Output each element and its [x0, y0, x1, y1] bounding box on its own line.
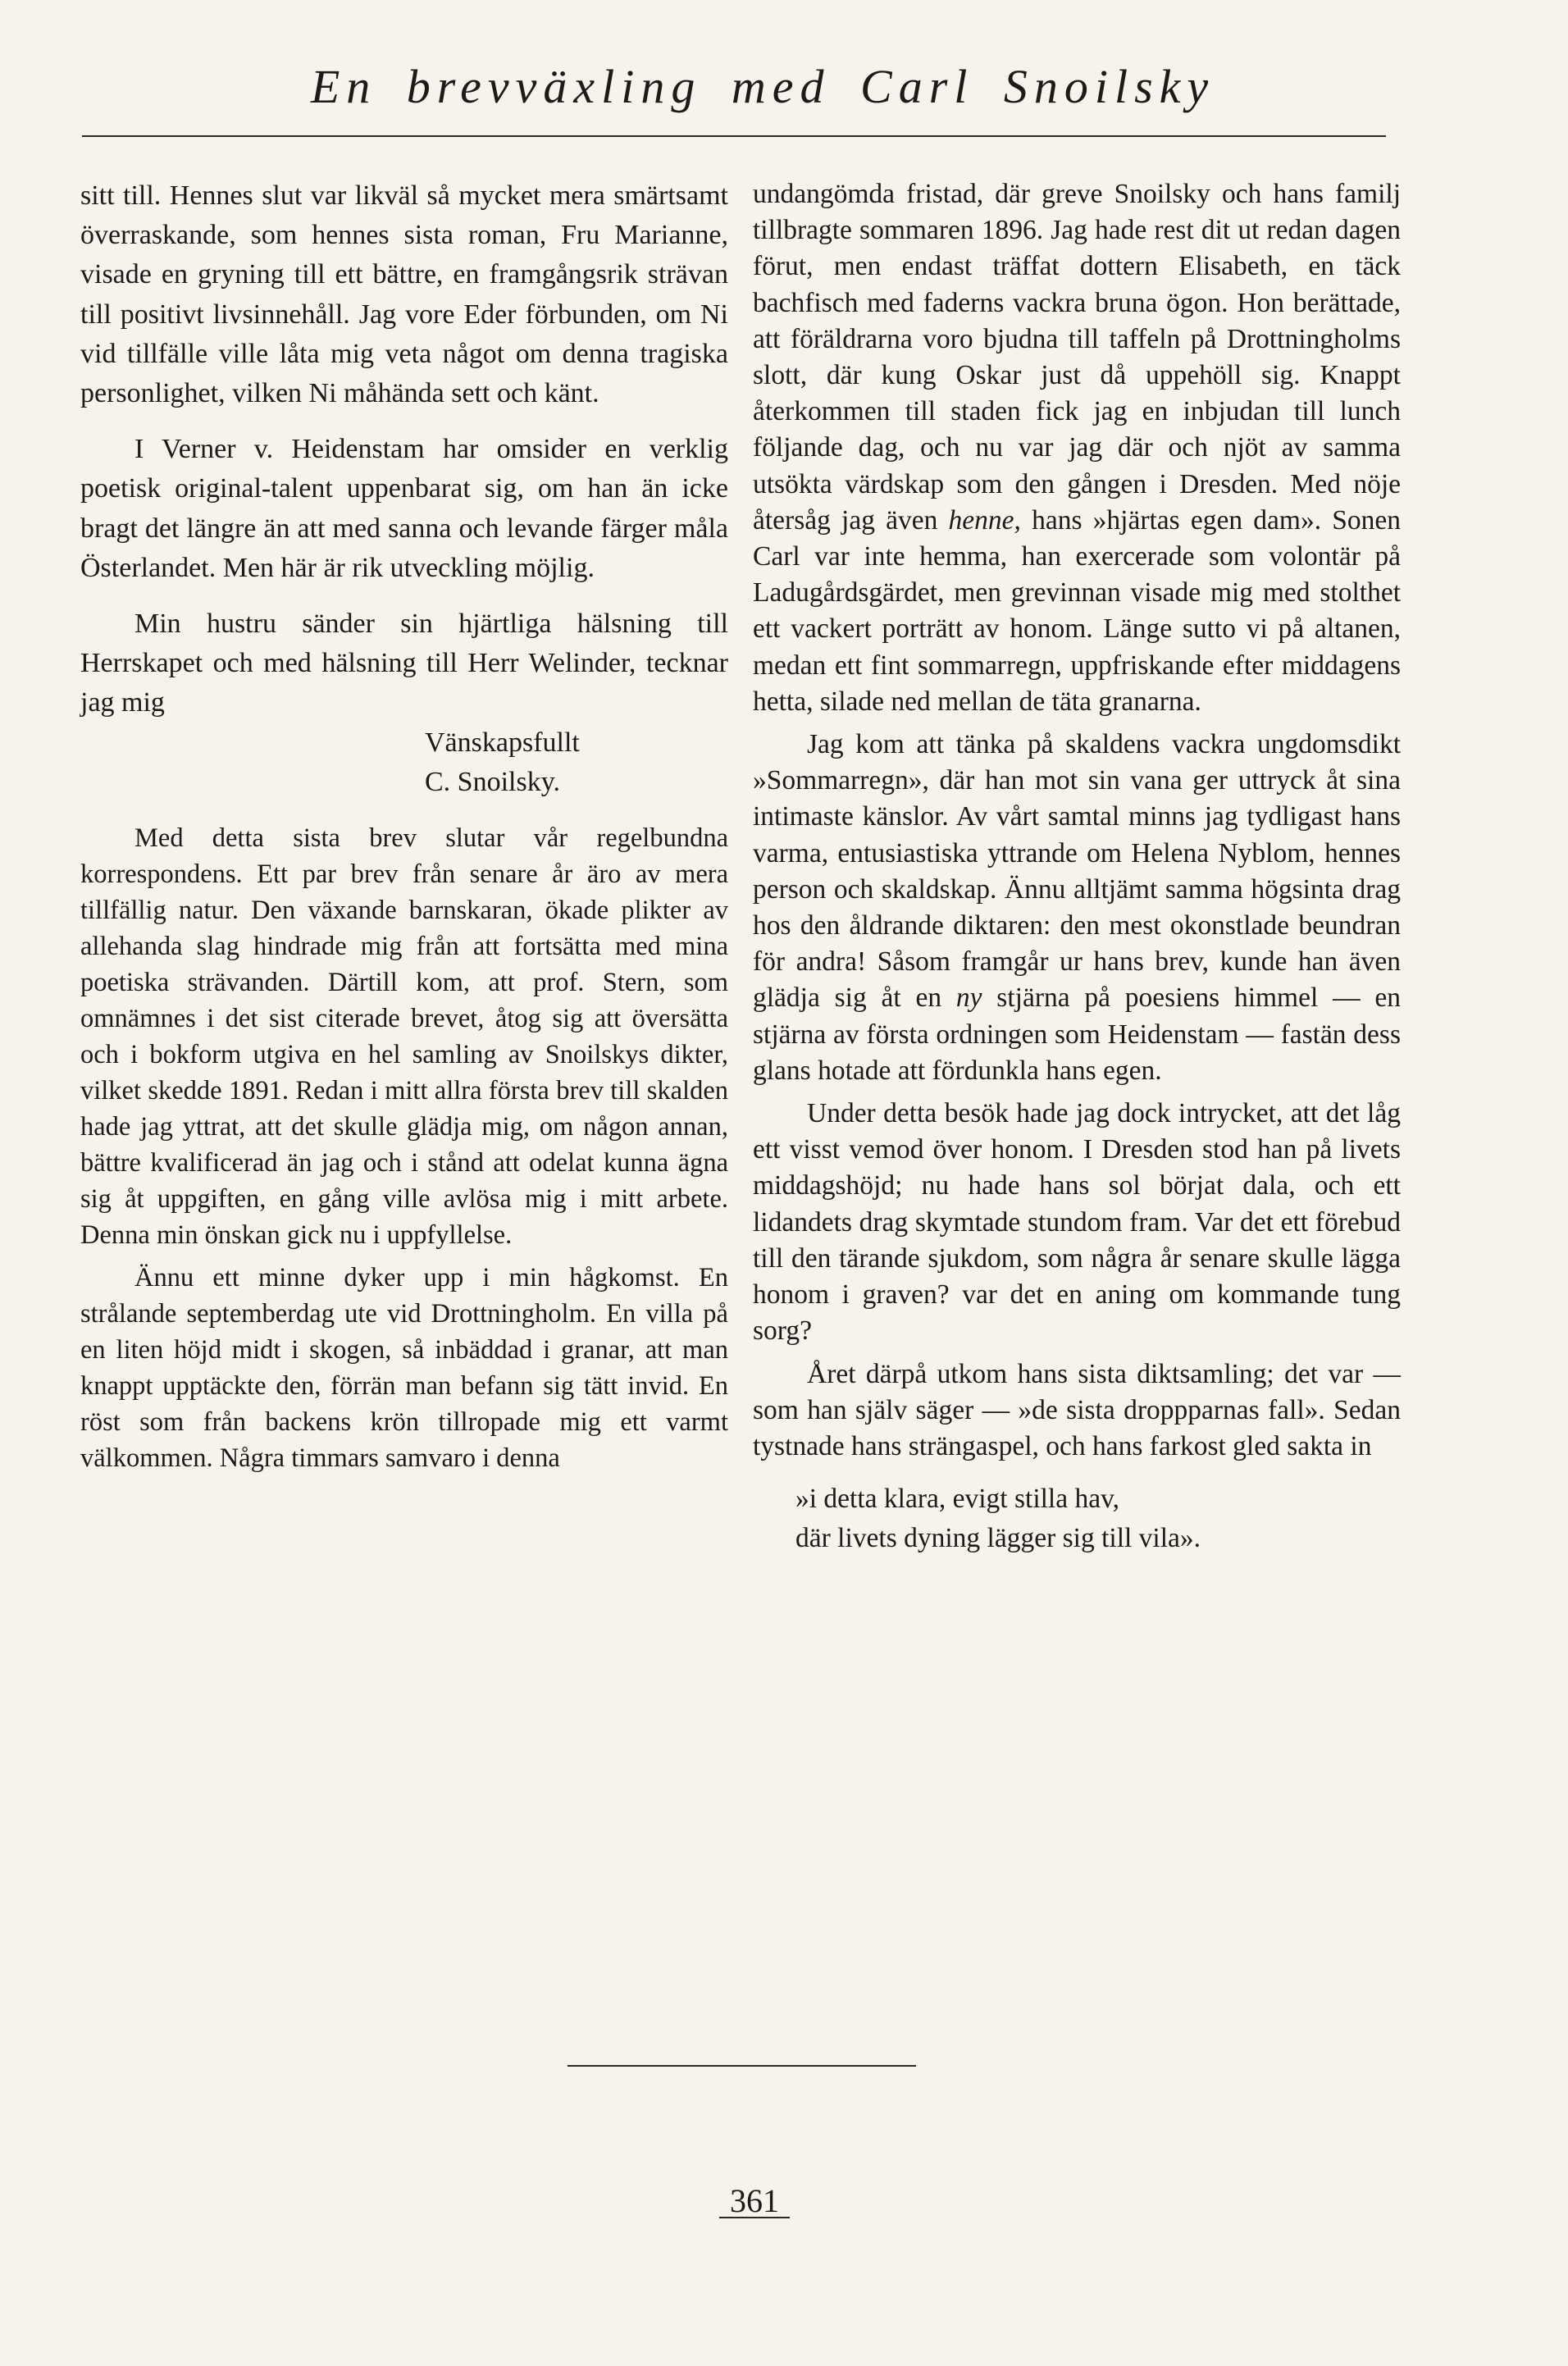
emphasis-text: ny	[955, 982, 982, 1014]
closing-rule	[567, 2065, 916, 2067]
letter-paragraph: sitt till. Hennes slut var likväl så mycket mera smärtsamt överraskande, som hennes sista roman, Fru Marianne, visade en gryning till ett bättre, en framgångsrik strävan till positivt livsinnehåll. Jag vore Eder förbunden, om Ni vid tillfälle ville låta mig veta något om denna tragiska personlighet, vilken Ni måhända sett och känt.	[80, 180, 728, 409]
narrative-paragraph: Under detta besök hade jag dock intrycket, att det låg ett visst vemod över honom. I Dresden stod han på livets middagshöjd; nu hade hans sol börjat dala, och ett lidandets drag skymtade stundom fram. Var det ett förebud till den tärande sjukdom, som några år senare skulle lägga honom i graven? var det en aning om kommande tung sorg?	[753, 1098, 1401, 1347]
running-title: En brevväxling med Carl Snoilsky	[310, 60, 1215, 113]
narrative-paragraph: Året därpå utkom hans sista diktsamling; det var — som han själv säger — »de sista droppparnas fall». Sedan tystnade hans strängaspel, och hans farkost gled sakta in	[753, 1358, 1401, 1461]
text-run: stjärna på poesiens himmel — en stjärna av första ordningen som Heidenstam — fastän dess glans hotade att fördunkla hans egen.	[753, 982, 1401, 1086]
text-run: hans »hjärtas egen dam». Sonen Carl var inte hemma, han exercerade som volontär på Ladugårdsgärdet, men grevinnan visade mig med stolthet ett vackert porträtt av honom. Länge sutto vi på altanen, medan ett fint sommarregn, uppfriskande efter middagens hetta, silade ned mellan de täta granarna.	[753, 504, 1401, 717]
narrative-paragraph: Med detta sista brev slutar vår regelbundna korrespondens. Ett par brev från senare år äro av mera tillfällig natur. Den växande barnskaran, ökade plikter av allehanda slag hindrade mig från att fortsätta med mina poetiska strävanden. Därtill kom, att prof. Stern, som omnämnes i det sist citerade brevet, åtog sig att översätta och i bokform utgiva en hel samling av Snoilskys dikter, vilket skedde 1891. Redan i mitt allra första brev till skalden hade jag yttrat, att det skulle glädja mig, om någon annan, bättre kvalificerad än jag och i stånd att odelat kunna ägna sig åt uppgiften, en gång ville avlösa mig i mitt arbete. Denna min önskan gick nu i uppfyllelse.	[80, 823, 728, 1251]
left-column	[80, 176, 728, 1476]
page-number: 361	[730, 2182, 779, 2219]
letter-signature: C. Snoilsky.	[425, 766, 561, 797]
text-run: undangömda fristad, där greve Snoilsky och hans familj tillbragte sommaren 1896. Jag hade rest dit ut redan dagen förut, men endast träffat dottern Elisabeth, en täck bachfisch med faderns vackra bruna ögon. Hon berättade, att föräldrarna voro bjudna till taffeln på Drottningholms slott, där kung Oskar just då uppehöll sig. Knappt återkommen till staden fick jag en inbjudan till lunch följande dag, och nu var jag där och njöt av samma utsökta värdskap som den gången i Dresden. Med nöje återsåg jag även	[753, 179, 1401, 536]
text-run: Jag kom att tänka på skaldens vackra ungdomsdikt »Sommarregn», där han mot sin vana ger uttryck åt sina intimaste känslor. Av vårt samtal minns jag tydligast hans varma, entusiastiska yttrande om Helena Nyblom, hennes person och skaldskap. Ännu alltjämt samma högsinta drag hos den åldrande diktaren: den mest okonstlade beundran för andra! Såsom framgår ur hans brev, kunde han även glädja sig åt en	[753, 729, 1401, 1014]
narrative-paragraph: Ännu ett minne dyker upp i min hågkomst. En strålande septemberdag ute vid Drottningholm. En villa på en liten höjd midt i skogen, så inbäddad i granar, att man knappt upptäckte den, förrän man befann sig tätt invid. En röst som från backens krön tillropade mig ett varmt välkommen. Några timmars samvaro i denna	[80, 1263, 728, 1474]
letter-paragraph: I Verner v. Heidenstam har omsider en verklig poetisk original-talent uppenbarat sig, om han än icke bragt det längre än att med sanna och levande färger måla Österlandet. Men här är rik utveckling möjlig.	[80, 434, 728, 583]
letter-paragraph: Min hustru sänder sin hjärtliga hälsning till Herrskapet och med hälsning till Herr Welinder, tecknar jag mig	[80, 609, 728, 718]
narrative-paragraph	[753, 727, 1401, 1089]
page-number-rule	[719, 2217, 790, 2218]
verse-line: »i detta klara, evigt stilla hav,	[795, 1484, 1120, 1515]
emphasis-text: henne,	[948, 504, 1021, 536]
narrative-paragraph	[753, 176, 1401, 720]
letter-closing: Vänskapsfullt	[425, 727, 580, 758]
verse-line: där livets dyning lägger sig till vila».	[795, 1523, 1201, 1554]
header-rule	[82, 135, 1386, 137]
right-column	[753, 176, 1401, 1558]
